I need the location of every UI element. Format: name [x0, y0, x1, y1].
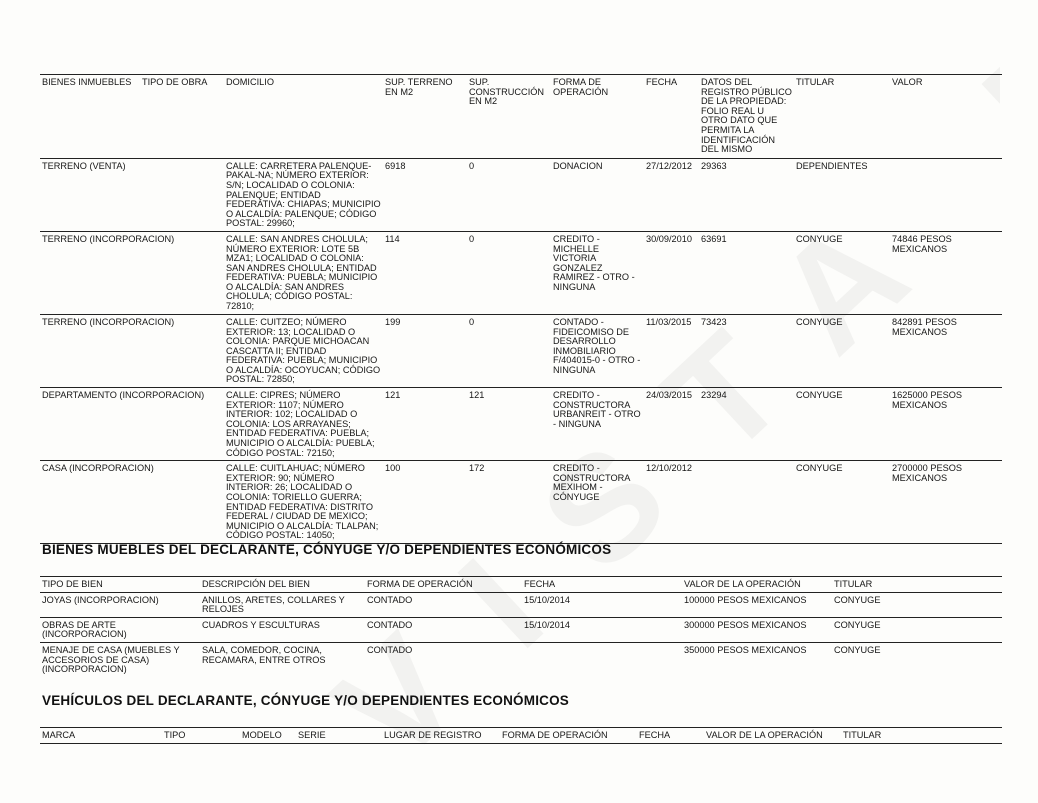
cell-valor: 350000 PESOS MEXICANOS [684, 644, 807, 655]
cell-valor [890, 158, 1002, 231]
cell-registro [699, 461, 794, 544]
cell-sup-construccion: 0 [469, 233, 475, 244]
cell-bien: DEPARTAMENTO (INCORPORACION) [42, 390, 205, 401]
cell-titular: CONYUGE [834, 594, 881, 605]
cell-tipo: MENAJE DE CASA (MUEBLES Y ACCESORIOS DE CASA) (INCORPORACION) [42, 644, 180, 675]
header-serie: SERIE [298, 730, 326, 740]
header-valor: VALOR [892, 77, 923, 87]
header-forma-operacion: FORMA DE OPERACIÓN [502, 730, 608, 740]
cell-descripcion: CUADROS Y ESCULTURAS [202, 619, 320, 630]
header-domicilio: DOMICILIO [226, 77, 274, 87]
table-row [40, 642, 1002, 678]
header-forma-operacion: FORMA DE OPERACIÓN [553, 77, 609, 97]
header-marca: MARCA [42, 730, 76, 740]
cell-tipo: JOYAS (INCORPORACION) [42, 594, 159, 605]
cell-bien: TERRENO (INCORPORACION) [42, 316, 175, 327]
header-tipo: TIPO [164, 730, 186, 740]
cell-sup-terreno: 121 [385, 390, 401, 401]
header-modelo: MODELO [242, 730, 282, 740]
cell-tipo: OBRAS DE ARTE (INCORPORACION) [42, 619, 127, 640]
header-fecha: FECHA [646, 77, 678, 87]
header-titular: TITULAR [796, 77, 835, 87]
cell-sup-construccion: 172 [469, 463, 485, 474]
cell-registro: 63691 [701, 233, 727, 244]
cell-forma: CONTADO [367, 619, 413, 630]
cell-descripcion: SALA, COMEDOR, COCINA, RECAMARA, ENTRE OTROS [202, 644, 326, 665]
header-valor-operacion: VALOR DE LA OPERACIÓN [684, 579, 801, 589]
cell-forma: DONACION [553, 160, 603, 171]
cell-sup-construccion: 121 [469, 390, 485, 401]
cell-fecha: 15/10/2014 [524, 594, 570, 605]
cell-sup-terreno: 199 [385, 316, 401, 327]
header-descripcion: DESCRIPCIÓN DEL BIEN [202, 579, 310, 589]
table-row [40, 592, 1002, 617]
cell-titular: DEPENDIENTES [796, 160, 868, 171]
header-fecha: FECHA [639, 730, 671, 740]
cell-forma: CONTADO - FIDEICOMISO DE DESARROLLO INMOBILIARIO F/404015-0 - OTRO - NINGUNA [553, 316, 641, 375]
table-row [40, 461, 1002, 544]
cell-bien: TERRENO (VENTA) [42, 160, 126, 171]
header-titular: TITULAR [843, 730, 882, 740]
cell-sup-terreno: 114 [385, 233, 400, 244]
cell-titular: CONYUGE [834, 619, 881, 630]
cell-titular: CONYUGE [834, 644, 881, 655]
cell-forma: CONTADO [367, 644, 413, 655]
cell-valor: 74846 PESOS MEXICANOS [892, 233, 952, 254]
header-datos-registro: DATOS DEL REGISTRO PÚBLICO DE LA PROPIEDAD: FOLIO REAL U OTRO DATO QUE PERMITA LA IDENTIFICACIÓN DEL MISMO [701, 77, 792, 155]
table-row [40, 388, 1002, 461]
table-header-row [40, 728, 1002, 744]
header-lugar-registro: LUGAR DE REGISTRO [384, 730, 482, 740]
cell-fecha: 30/09/2010 [646, 233, 692, 244]
cell-titular: CONYUGE [796, 233, 843, 244]
cell-valor: 842891 PESOS MEXICANOS [892, 316, 957, 337]
cell-sup-construccion: 0 [469, 316, 475, 327]
cell-descripcion: ANILLOS, ARETES, COLLARES Y RELOJES [202, 594, 345, 615]
cell-fecha [522, 642, 682, 678]
cell-sup-construccion: 0 [469, 160, 475, 171]
header-forma-operacion: FORMA DE OPERACIÓN [367, 579, 473, 589]
cell-fecha: 27/12/2012 [646, 160, 692, 171]
table-row [40, 314, 1002, 387]
vehiculos-table [40, 727, 1002, 744]
cell-valor: 2700000 PESOS MEXICANOS [892, 463, 962, 483]
table-header-row [40, 75, 1002, 159]
header-tipo-bien: TIPO DE BIEN [42, 579, 103, 589]
cell-fecha: 24/03/2015 [646, 390, 692, 401]
cell-titular: CONYUGE [796, 316, 843, 327]
table-row [40, 158, 1002, 231]
cell-forma: CREDITO - CONSTRUCTORA MEXIHOM - CÓNYUGE [553, 463, 630, 502]
cell-registro: 73423 [701, 316, 727, 327]
cell-fecha: 12/10/2012 [646, 463, 692, 474]
header-sup-terreno: SUP. TERRENO EN M2 [385, 77, 453, 97]
cell-fecha: 11/03/2015 [646, 316, 692, 327]
cell-forma: CREDITO - MICHELLE VICTORIA GONZALEZ RAMIREZ - OTRO - NINGUNA [553, 233, 635, 292]
cell-domicilio: CALLE: CARRETERA PALENQUE-PAKAL-NA; NÚMERO EXTERIOR: S/N; LOCALIDAD O COLONIA: PALENQUE; ENTIDAD FEDERATIVA: CHIAPAS; MUNICIPIO O ALCALDÍA: PALENQUE; CÓDIGO POSTAL: 29960; [226, 160, 381, 229]
cell-forma: CONTADO [367, 594, 413, 605]
cell-valor: 1625000 PESOS MEXICANOS [892, 390, 962, 410]
header-tipo-obra: TIPO DE OBRA [142, 77, 208, 87]
header-titular: TITULAR [834, 579, 873, 589]
bienes-muebles-table [40, 576, 1002, 678]
cell-sup-terreno: 6918 [385, 160, 406, 171]
cell-domicilio: CALLE: CUITZEO; NÚMERO EXTERIOR: 13; LOCALIDAD O COLONIA: PARQUE MICHOACAN CASCATTA II; ENTIDAD FEDERATIVA: PUEBLA; MUNICIPIO O ALCALDÍA: OCOYUCAN; CÓDIGO POSTAL: 72850; [226, 316, 381, 385]
table-header-row [40, 577, 1002, 593]
cell-domicilio: CALLE: CUITLAHUAC; NÚMERO EXTERIOR: 90; NÚMERO INTERIOR: 26; LOCALIDAD O COLONIA: TORIELLO GUERRA; ENTIDAD FEDERATIVA: DISTRITO FEDERAL / CIUDAD DE MEXICO; MUNICIPIO O ALCALDÍA: TLALPAN; CÓDIGO POSTAL: 14050; [226, 463, 379, 541]
cell-domicilio: CALLE: SAN ANDRES CHOLULA; NÚMERO EXTERIOR: LOTE 5B MZA1; LOCALIDAD O COLONIA: SAN ANDRES CHOLULA; ENTIDAD FEDERATIVA: PUEBLA; MUNICIPIO O ALCALDÍA: SAN ANDRES CHOLULA; CÓDIGO POSTAL: 72810; [226, 233, 378, 312]
bienes-inmuebles-table [40, 74, 1002, 544]
cell-bien: TERRENO (INCORPORACION) [42, 233, 175, 244]
cell-valor: 100000 PESOS MEXICANOS [684, 594, 807, 605]
header-fecha: FECHA [524, 579, 556, 589]
cell-forma: CREDITO - CONSTRUCTORA URBANREIT - OTRO - NINGUNA [553, 390, 641, 429]
cell-registro: 29363 [701, 160, 727, 171]
cell-bien: CASA (INCORPORACION) [42, 463, 154, 474]
header-sup-construccion: SUP. CONSTRUCCIÓN EN M2 [469, 77, 545, 107]
cell-titular: CONYUGE [796, 463, 843, 474]
cell-valor: 300000 PESOS MEXICANOS [684, 619, 807, 630]
cell-titular: CONYUGE [796, 390, 843, 401]
bienes-muebles-title: BIENES MUEBLES DEL DECLARANTE, CÓNYUGE Y/O DEPENDIENTES ECONÓMICOS [42, 542, 612, 557]
header-bienes-inmuebles: BIENES INMUEBLES [42, 77, 132, 87]
cell-registro: 23294 [701, 390, 727, 401]
cell-sup-terreno: 100 [385, 463, 401, 474]
table-row [40, 231, 1002, 314]
cell-domicilio: CALLE: CIPRES; NÚMERO EXTERIOR: 1107; NÚMERO INTERIOR: 102; LOCALIDAD O COLONIA: LOS ARRAYANES; ENTIDAD FEDERATIVA: PUEBLA; MUNICIPIO O ALCALDÍA: PUEBLA; CÓDIGO POSTAL: 72150; [226, 390, 375, 458]
cell-fecha: 15/10/2014 [524, 619, 570, 630]
vehiculos-title: VEHÍCULOS DEL DECLARANTE, CÓNYUGE Y/O DEPENDIENTES ECONÓMICOS [42, 693, 570, 708]
header-valor-operacion: VALOR DE LA OPERACIÓN [706, 730, 823, 740]
table-row [40, 617, 1002, 642]
